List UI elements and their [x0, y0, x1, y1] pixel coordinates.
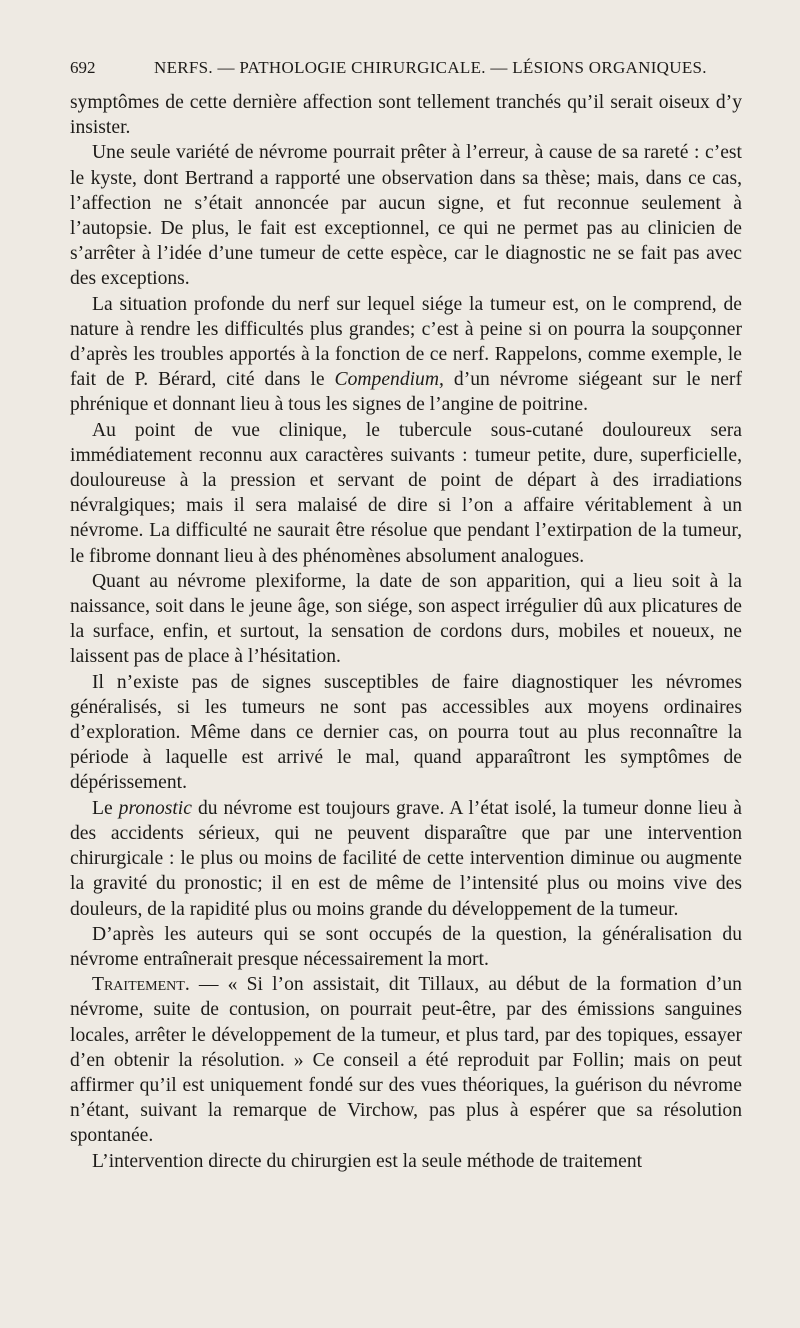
paragraph-traitement: [70, 972, 742, 1148]
paragraph-intervention-directe: L’intervention directe du chirurgien est la seule méthode de traitement: [92, 1150, 643, 1172]
page-body: [70, 90, 742, 1174]
running-title: NERFS. — PATHOLOGIE CHIRURGICALE. — LÉSIONS ORGANIQUES.: [154, 58, 707, 77]
paragraph-pronostic: [70, 796, 742, 922]
paragraph-kyste: Une seule variété de névrome pourrait prêter à l’erreur, à cause de sa rareté : c’est le kyste, dont Bertrand a rapporté une observation dans sa thèse; mais, dans ce cas, l’affection ne s’était annoncée par aucun signe, et fut reconnue seulement à l’autopsie. De plus, le fait est exceptionnel, ce qui ne permet pas au clinicien de s’arrêter à l’idée d’une tumeur de cette espèce, car le diagnostic ne se fait pas avec des exceptions.: [70, 142, 742, 290]
page-number: 692: [70, 58, 96, 77]
paragraph-text: La situation profonde du nerf sur lequel siége la tumeur est, on le comprend, de nature à rendre les difficultés plus grandes; c’est à peine si on pourra la soupçonner d’après les troubles apportés à la fonction de ce nerf. Rappelons, comme exemple, le fait de P. Bérard, cité dans le: [70, 293, 742, 391]
emphasis-pronostic: pronostic: [118, 797, 192, 819]
paragraph-point-de-vue-clinique: Au point de vue clinique, le tubercule sous-cutané douloureux sera immédiatement reconnu aux caractères suivants : tumeur petite, dure, superficielle, douloureuse à la pression et servant de point de départ à des irradiations névralgiques; mais il sera malaisé de dire si l’on a affaire véritablement à un névrome. La difficulté ne saurait être résolue que pendant l’extirpation de la tumeur, le fibrome donnant lieu à des phénomènes absolument analogues.: [70, 419, 742, 567]
paragraph-lead: Le: [92, 797, 113, 819]
section-heading-traitement: Traitement.: [92, 974, 190, 996]
paragraph-nevromes-generalises: Il n’existe pas de signes susceptibles de faire diagnostiquer les névromes généralisés, si les tumeurs ne sont pas accessibles aux moyens ordinaires d’exploration. Même dans ce dernier cas, on pourra tout au plus reconnaître la période à laquelle est arrivé le mal, quand apparaîtront les symptômes de dépérissement.: [70, 671, 742, 794]
paragraph-continuation: symptômes de cette dernière affection sont tellement tranchés qu’il serait oiseux d’y insister.: [70, 92, 742, 139]
paragraph-nevrome-plexiforme: Quant au névrome plexiforme, la date de son apparition, qui a lieu soit à la naissance, soit dans le jeune âge, son siége, son aspect irrégulier dû aux plicatures de la surface, enfin, et surtout, la sensation de cordons durs, mobiles et noueux, ne laissent pas de place à l’hésitation.: [70, 570, 742, 668]
paragraph-text-cont: — « Si l’on assistait, dit Tillaux, au début de la formation d’un névrome, suite de contusion, on pourrait peut-être, par des émissions sanguines locales, arrêter le développement de la tumeur, et plus tard, par des topiques, essayer d’en obtenir la résolution. » Ce conseil a été reproduit par Follin; mais on peut affirmer qu’il est uniquement fondé sur des vues théoriques, la guérison du névrome n’étant, suivant la remarque de Virchow, pas plus à espérer que sa résolution spontanée.: [70, 974, 742, 1147]
paragraph-situation-profonde: [70, 292, 742, 418]
running-header: [70, 58, 742, 78]
paragraph-generalisation: D’après les auteurs qui se sont occupés de la question, la généralisation du névrome entraînerait presque nécessairement la mort.: [70, 923, 742, 970]
paragraph-text-cont: du névrome est toujours grave. A l’état isolé, la tumeur donne lieu à des accidents sérieux, qui ne peuvent disparaître que par une intervention chirurgicale : le plus ou moins de facilité de cette intervention diminue ou augmente la gravité du pronostic; il en est de même de l’intensité plus ou moins vive des douleurs, de la rapidité plus ou moins grande du développement de la tumeur.: [70, 797, 742, 920]
emphasis-compendium: Compendium,: [334, 369, 444, 391]
paragraph-text-cont: d’un névrome siégeant sur le nerf phrénique et donnant lieu à tous les signes de l’angine de poitrine.: [70, 369, 742, 416]
